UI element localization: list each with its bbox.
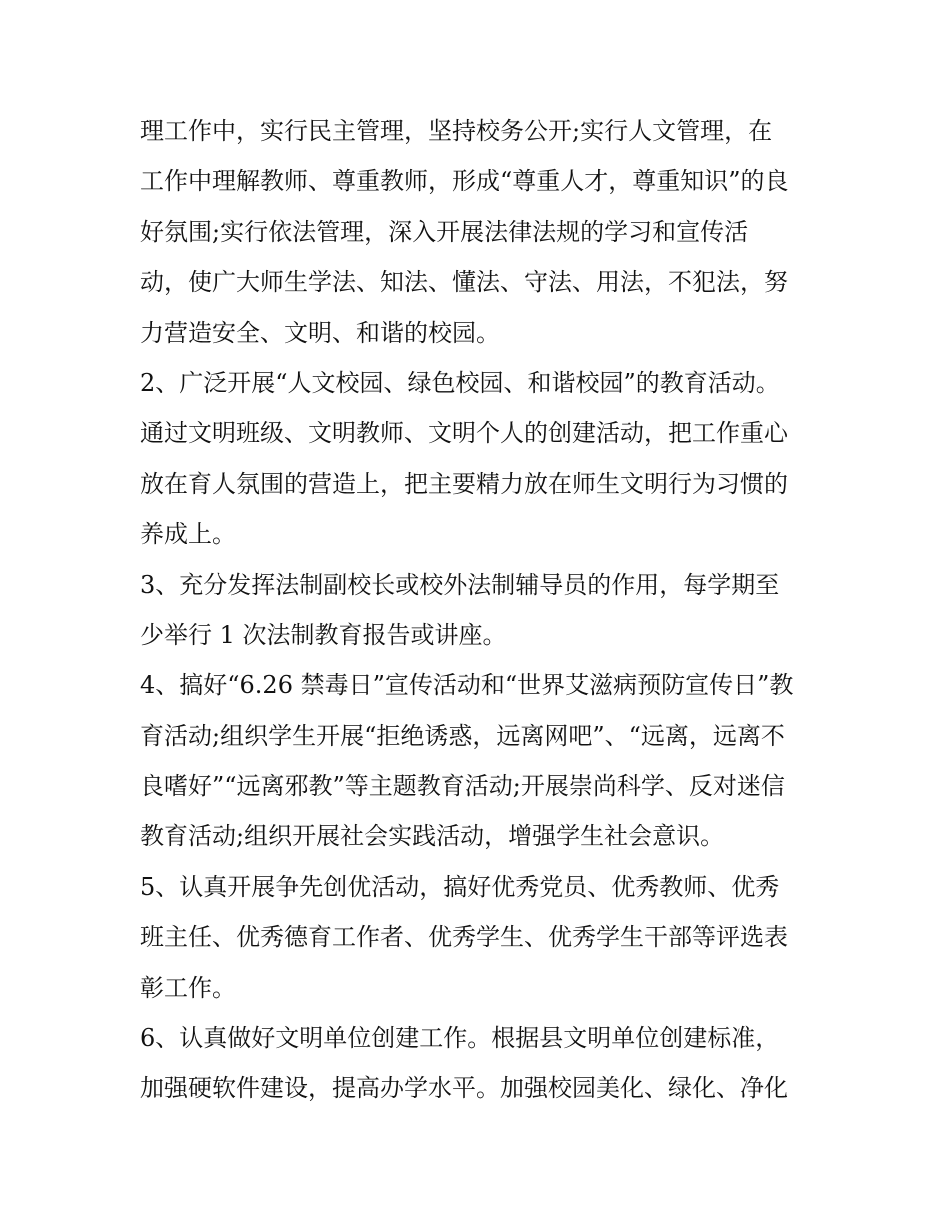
item-6-line: 6、认真做好文明单位创建工作。根据县文明单位创建标准， [140,1024,780,1053]
text-line: 通过文明班级、文明教师、文明个人的创建活动，把工作重心 [140,419,788,448]
item-5-line: 5、认真开展争先创优活动，搞好优秀党员、优秀教师、优秀 [140,872,780,901]
text-line: 班主任、优秀德育工作者、优秀学生、优秀学生干部等评选表 [140,923,788,952]
text-line: 放在育人氛围的营造上，把主要精力放在师生文明行为习惯的 [140,469,788,498]
text-line: 育活动;组织学生开展“拒绝诱惑，远离网吧”、“远离，远离不 [140,721,785,750]
item-3-line: 3、充分发挥法制副校长或校外法制辅导员的作用，每学期至 [140,570,780,599]
text-line: 好氛围;实行依法管理，深入开展法律法规的学习和宣传活 [140,217,749,246]
text-line: 动，使广大师生学法、知法、懂法、守法、用法，不犯法，努 [140,268,788,297]
item-4-line: 4、搞好“6.26 禁毒日”宣传活动和“世界艾滋病预防宣传日”教 [140,671,794,700]
text-line: 加强硬软件建设，提高办学水平。加强校园美化、绿化、净化 [140,1074,788,1103]
item-2-line: 2、广泛开展“人文校园、绿色校园、和谐校园”的教育活动。 [140,368,780,397]
text-line: 彰工作。 [140,973,236,1002]
text-line: 理工作中，实行民主管理，坚持校务公开;实行人文管理，在 [140,117,773,145]
text-line: 良嗜好”“远离邪教”等主题教育活动;开展崇尚科学、反对迷信 [140,772,785,801]
text-line: 工作中理解教师、尊重教师，形成“尊重人才，尊重知识”的良 [140,167,789,196]
text-line: 养成上。 [140,520,236,549]
text-line: 教育活动;组织开展社会实践活动，增强学生社会意识。 [140,822,725,851]
text-line: 力营造安全、文明、和谐的校园。 [140,318,500,347]
body-text [140,106,830,1114]
text-line: 少举行 1 次法制教育报告或讲座。 [140,620,507,649]
